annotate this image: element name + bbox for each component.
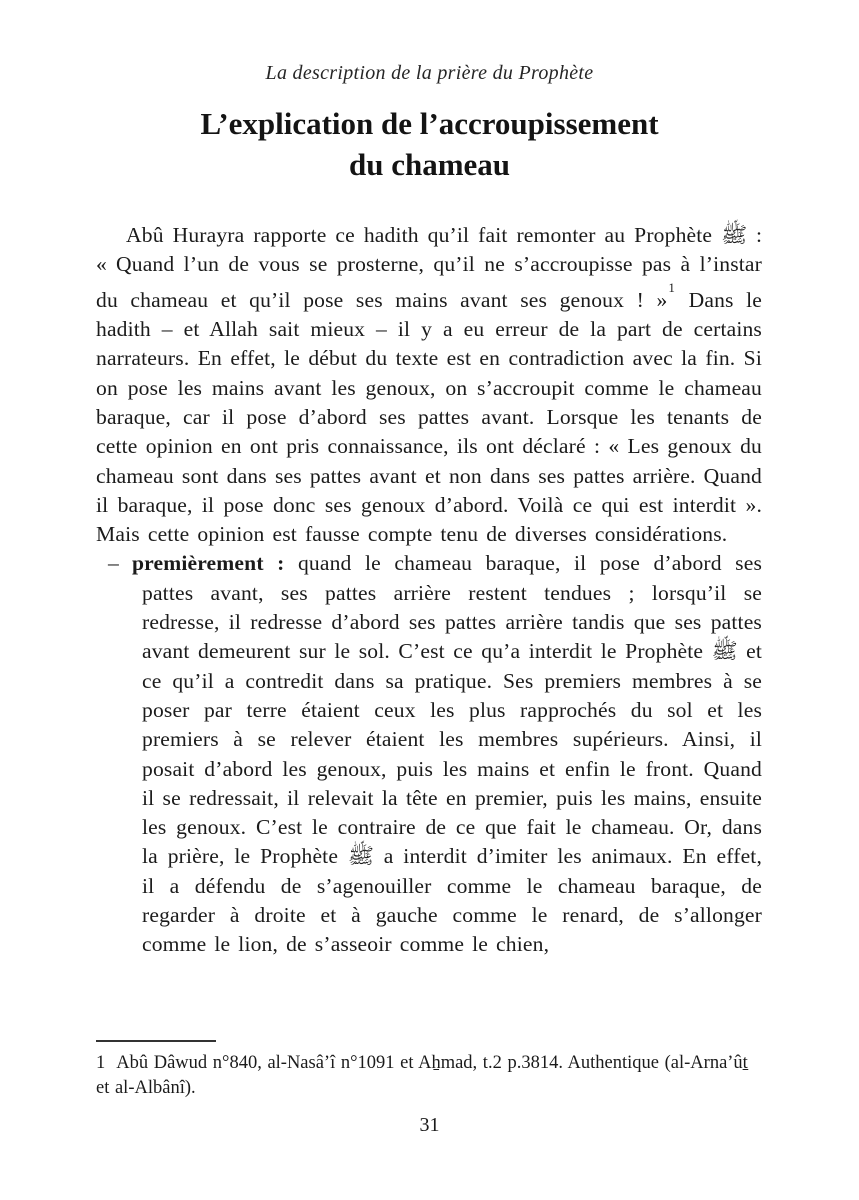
chapter-title — [0, 103, 859, 185]
paragraph-hadith — [96, 221, 762, 549]
paragraph-text-part2: Dans le hadith – et Allah sait mieux – il y a eu erreur de la part de certains narrateurs. En effet, le début du texte est en contradiction avec la fin. Si on pose les mains avant les genoux, on s’accroupit comme le chameau baraque, car il pose d’abord ses pattes avant. Lorsque les tenants de cette opinion en ont pris connaissance, ils ont déclaré : « Les genoux du chameau sont dans ses pattes avant et non dans ses pattes arrière. Quand il baraque, il pose donc ses genoux d’abord. Voilà ce qui est interdit ». Mais cette opinion est fausse compte tenu de diverses considérations. — [96, 287, 762, 547]
page-number: 31 — [419, 1114, 440, 1136]
list-dash: – — [108, 551, 119, 576]
chapter-title-line1: L’explication de l’accroupissement — [200, 106, 659, 141]
body-text — [96, 221, 762, 960]
chapter-title-line2: du chameau — [348, 147, 511, 182]
paragraph-text-part1: Abû Hurayra rapporte ce hadith qu’il fait remonter au Prophète ﷺ : « Quand l’un de vous se prosterne, qu’il ne s’accroupisse pas à l’instar du chameau et qu’il pose ses mains avant ses genoux ! » — [96, 223, 762, 312]
footnote-area — [96, 1040, 762, 1101]
footnote-marker: 1 — [96, 1053, 106, 1073]
list-label: premièrement : — [131, 551, 285, 576]
running-header: La description de la prière du Prophète — [265, 62, 594, 84]
footnote-text: Abû Dâwud n°840, al-Nasâ’î n°1091 et Aẖmad, t.2 p.3814. Authentique (al-Arna’ûṯ et al-Albânî). — [96, 1053, 748, 1098]
footnote-rule — [96, 1040, 216, 1042]
footnote-reference: 1 — [668, 279, 676, 295]
list-text: quand le chameau baraque, il pose d’abord ses pattes avant, ses pattes arrière restent tendues ; lorsqu’il se redresse, il redresse d’abord ses pattes arrière tandis que ses pattes avant demeurent sur le sol. C’est ce qu’a interdit le Prophète ﷺ et ce qu’il a contredit dans sa pratique. Ses premiers membres à se poser par terre étaient ceux les plus rapprochés du sol et les premiers à se relever étaient les membres supérieurs. Ainsi, il posait d’abord les genoux, puis les mains et enfin le front. Quand il se redressait, il relevait la tête en premier, puis les mains, ensuite les genoux. C’est le contraire de ce que fait le chameau. Or, dans la prière, le Prophète ﷺ a interdit d’imiter les animaux. En effet, il a défendu de s’agenouiller comme le chameau baraque, de regarder à droite et à gauche comme le renard, de s’allonger comme le lion, de s’asseoir comme le chien, — [142, 551, 763, 957]
footnote — [96, 1051, 762, 1101]
list-item-premierement — [96, 549, 762, 959]
